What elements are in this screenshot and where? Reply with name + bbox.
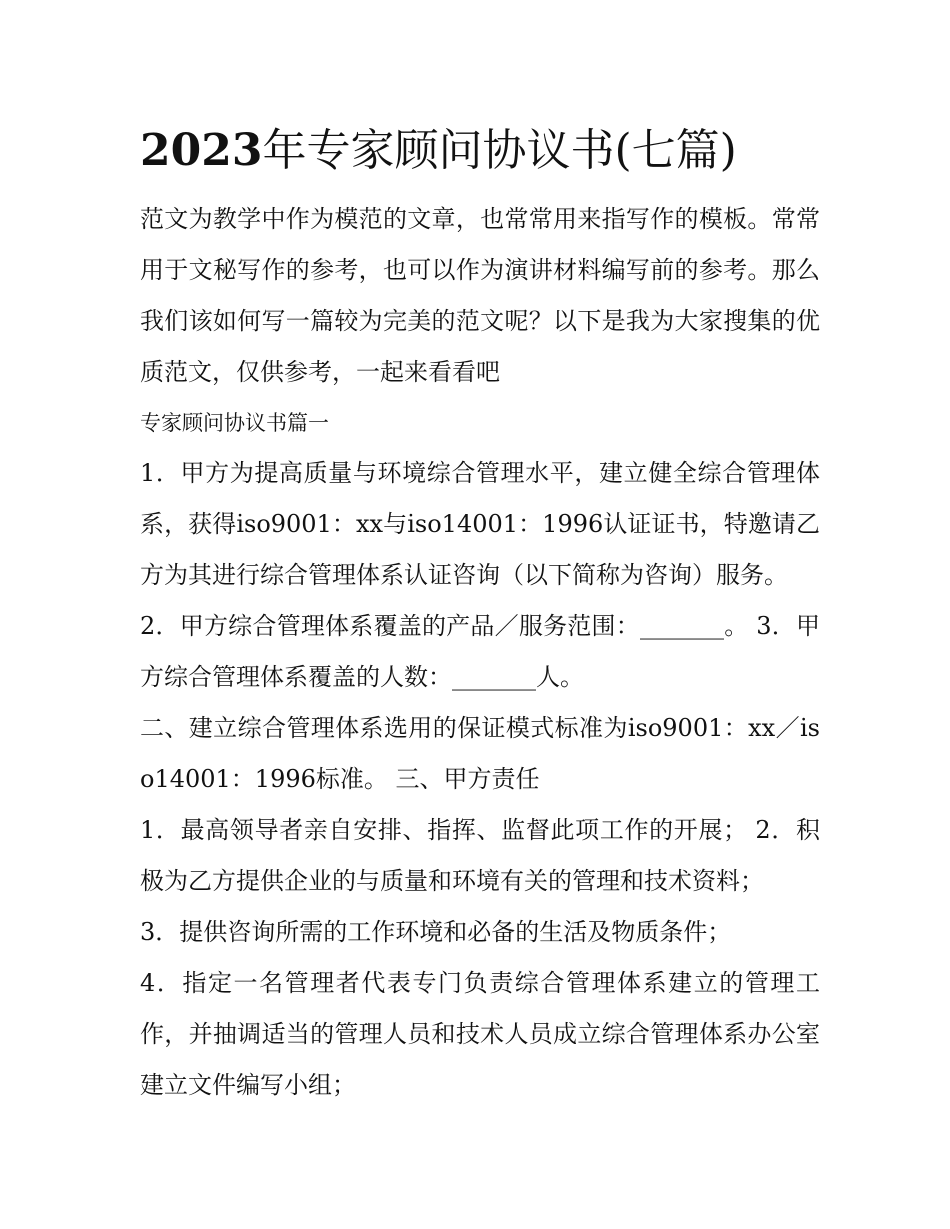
section-heading: 专家顾问协议书篇一 bbox=[140, 411, 329, 435]
paragraph-6: 4．指定一名管理者代表专门负责综合管理体系建立的管理工作，并抽调适当的管理人员和技术人员成立综合管理体系办公室建立文件编写小组； bbox=[140, 969, 820, 1099]
paragraph-1: 1．甲方为提高质量与环境综合管理水平，建立健全综合管理体系，获得iso9001：xx与iso14001：1996认证证书，特邀请乙方为其进行综合管理体系认证咨询（以下简称为咨询）服务。 bbox=[140, 459, 820, 589]
title-text: 年专家顾问协议书(七篇) bbox=[262, 125, 737, 176]
paragraph-3: 二、建立综合管理体系选用的保证模式标准为iso9001：xx／iso14001：1996标准。 三、甲方责任 bbox=[140, 714, 820, 793]
intro-paragraph: 范文为教学中作为模范的文章，也常常用来指写作的模板。常常用于文秘写作的参考，也可以作为演讲材料编写前的参考。那么我们该如何写一篇较为完美的范文呢？以下是我为大家搜集的优质范文，仅供参考，一起来看看吧 bbox=[140, 205, 820, 386]
document-title bbox=[140, 118, 820, 184]
paragraph-5: 3．提供咨询所需的工作环境和必备的生活及物质条件； bbox=[140, 918, 732, 946]
document-content bbox=[140, 118, 820, 1111]
title-year: 2023 bbox=[140, 125, 263, 176]
paragraph-4: 1．最高领导者亲自安排、指挥、监督此项工作的开展； 2．积极为乙方提供企业的与质量和环境有关的管理和技术资料； bbox=[140, 816, 820, 895]
paragraph-2: 2．甲方综合管理体系覆盖的产品／服务范围：_______。 3．甲方综合管理体系覆盖的人数：_______人。 bbox=[140, 612, 820, 691]
